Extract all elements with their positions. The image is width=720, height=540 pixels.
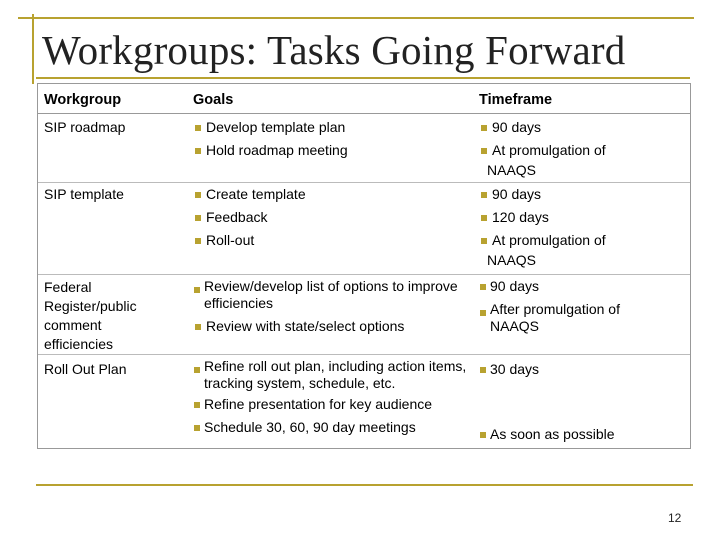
header-workgroup: Workgroup xyxy=(44,92,122,108)
table-row xyxy=(38,354,690,448)
goal-item: Develop template plan xyxy=(193,116,483,139)
table-header-row xyxy=(38,84,690,114)
frame-left-accent xyxy=(32,14,34,84)
goal-item: Hold roadmap meeting xyxy=(193,139,483,162)
timeframe-item: As soon as possible xyxy=(479,423,684,446)
timeframe-continuation: NAAQS xyxy=(487,252,537,268)
table-row xyxy=(38,182,690,274)
footer-rule xyxy=(36,484,693,486)
page-number: 12 xyxy=(668,511,682,525)
timeframe-cell xyxy=(479,358,684,446)
timeframe-item: 90 days xyxy=(479,183,684,206)
timeframe-item: 90 days xyxy=(479,275,684,298)
workgroup-name: SIP roadmap xyxy=(44,119,126,135)
goals-cell xyxy=(193,183,483,252)
goals-cell xyxy=(193,275,483,338)
timeframe-cell xyxy=(479,116,684,178)
tasks-table xyxy=(37,83,691,449)
timeframe-item: After promulgation of NAAQS xyxy=(479,301,665,335)
goal-item: Review/develop list of options to improve efficiencies xyxy=(193,278,483,312)
workgroup-name: SIP template xyxy=(44,186,124,202)
slide-title: Workgroups: Tasks Going Forward xyxy=(42,27,626,73)
timeframe-cell xyxy=(479,275,684,335)
workgroup-name: Roll Out Plan xyxy=(44,361,127,377)
goal-item: Feedback xyxy=(193,206,483,229)
goal-item: Refine roll out plan, including action items, tracking system, schedule, etc. xyxy=(193,358,478,392)
timeframe-item: 120 days xyxy=(479,206,684,229)
goal-item: Refine presentation for key audience xyxy=(193,393,478,416)
timeframe-item: At promulgation of xyxy=(479,229,684,252)
title-underline xyxy=(36,77,690,79)
goals-cell xyxy=(193,116,483,162)
timeframe-cell xyxy=(479,183,684,268)
goal-item: Roll-out xyxy=(193,229,483,252)
header-timeframe: Timeframe xyxy=(479,92,553,108)
goal-item: Review with state/select options xyxy=(193,315,483,338)
timeframe-item: At promulgation of xyxy=(479,139,684,162)
header-goals: Goals xyxy=(193,92,234,108)
goal-item: Create template xyxy=(193,183,483,206)
table-row xyxy=(38,274,690,354)
goal-item: Schedule 30, 60, 90 day meetings xyxy=(193,416,478,439)
timeframe-item: 30 days xyxy=(479,358,684,381)
table-row xyxy=(38,114,690,184)
frame-top-accent xyxy=(18,17,694,19)
timeframe-continuation: NAAQS xyxy=(487,162,537,178)
timeframe-item: 90 days xyxy=(479,116,684,139)
goals-cell xyxy=(193,355,478,439)
workgroup-name: Federal Register/public comment efficiencies xyxy=(44,279,137,352)
